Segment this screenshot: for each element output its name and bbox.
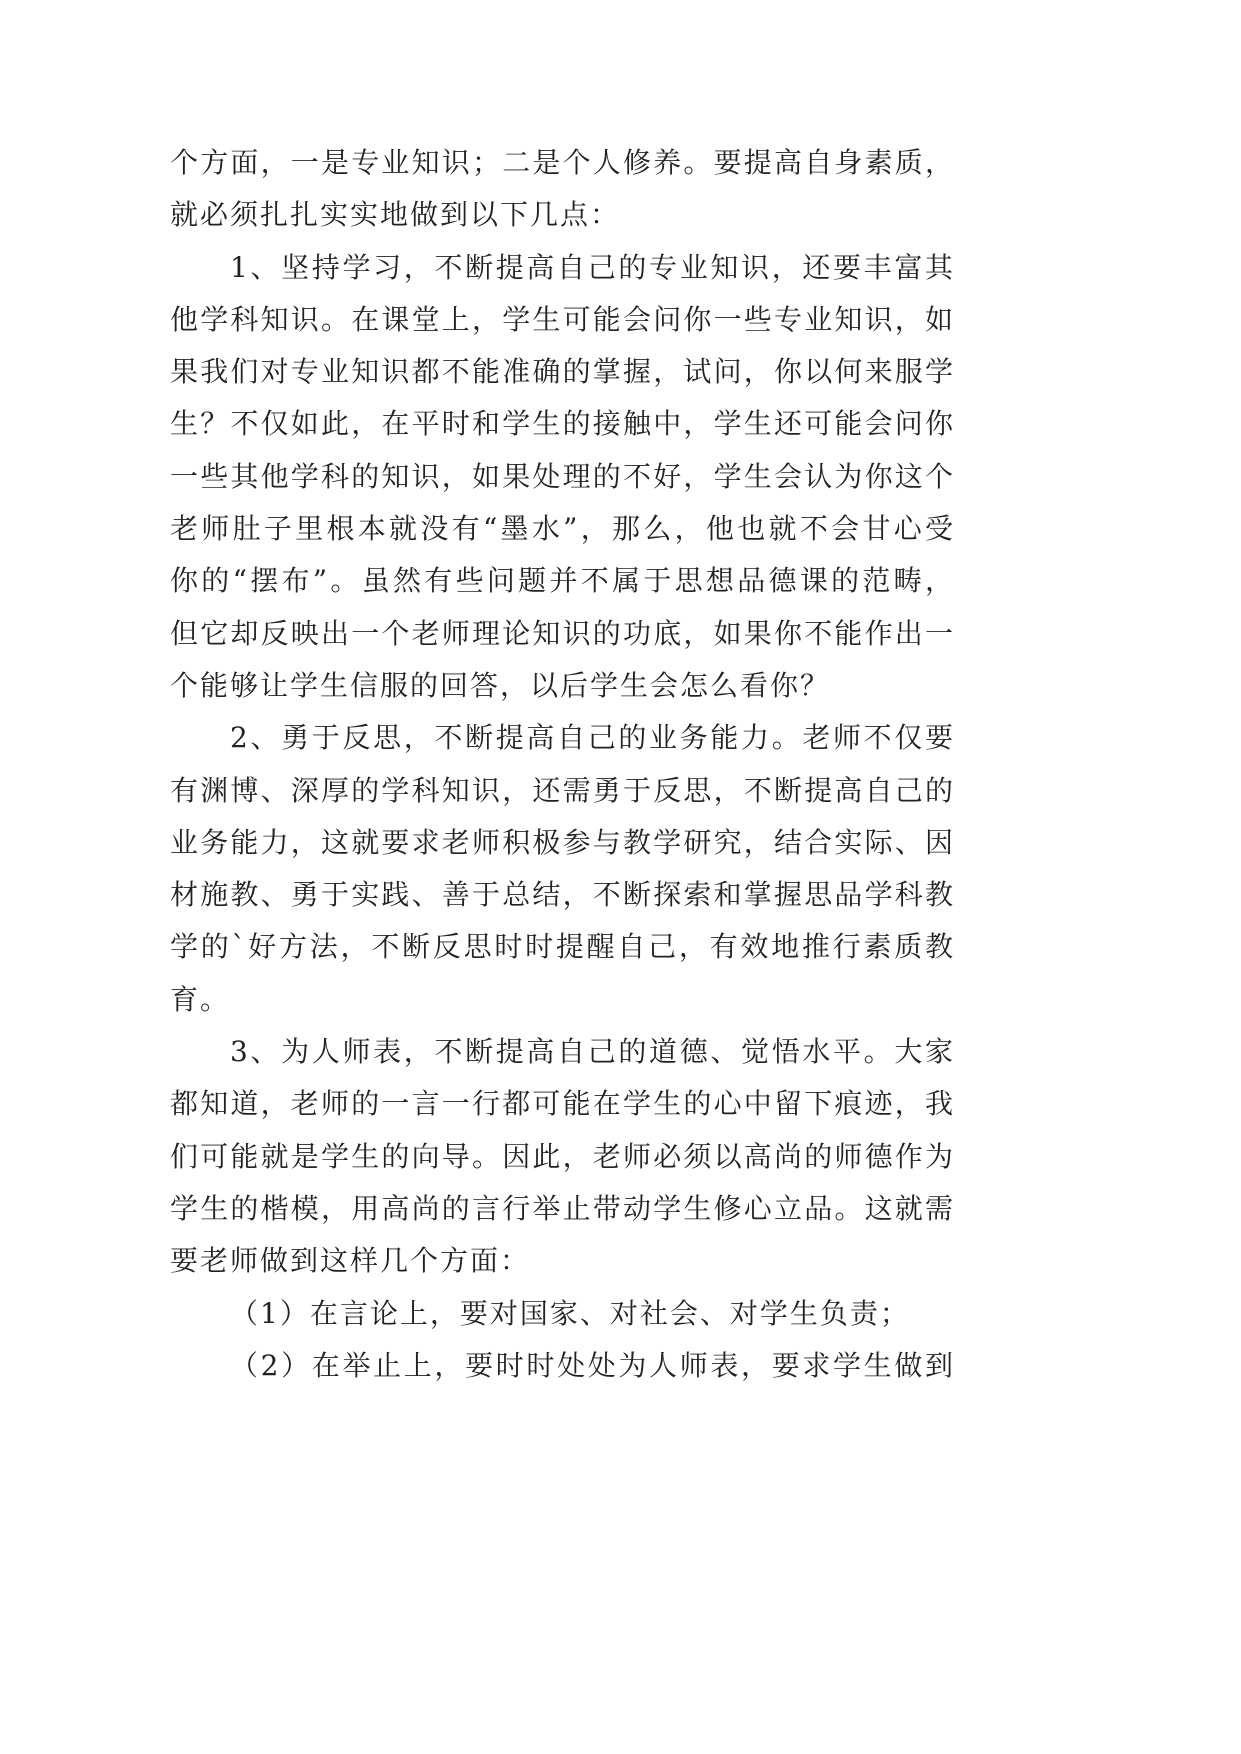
text-line: 3、为人师表，不断提高自己的道德、觉悟水平。大家 [230,1035,955,1069]
paragraph-point-1 [170,242,955,713]
text-line: 学生的楷模，用高尚的言行举止带动学生修心立品。这就需 [170,1191,955,1225]
text-line: 一些其他学科的知识，如果处理的不好，学生会认为你这个 [170,459,955,493]
text-line: 材施教、勇于实践、善于总结，不断探索和掌握思品学科教 [170,878,955,912]
text-line: 业务能力，这就要求老师积极参与教学研究，结合实际、因 [170,825,955,859]
paragraph-point-3 [170,1026,955,1287]
text-line: 学的`好方法，不断反思时时提醒自己，有效地推行素质教 [170,930,955,964]
text-line: （2）在举止上，要时时处处为人师表，要求学生做到 [230,1348,955,1382]
text-line: （1）在言论上，要对国家、对社会、对学生负责； [230,1296,910,1330]
text-line: 生？不仅如此，在平时和学生的接触中，学生还可能会问你 [170,407,955,441]
text-line: 2、勇于反思，不断提高自己的业务能力。老师不仅要 [230,721,955,755]
text-line: 果我们对专业知识都不能准确的掌握，试问，你以何来服学 [170,355,955,389]
paragraph-intro-continued [170,137,955,242]
text-line: 有渊博、深厚的学科知识，还需勇于反思，不断提高自己的 [170,773,955,807]
paragraph-point-2 [170,712,955,1026]
list-item-1 [170,1288,955,1340]
text-line: 个能够让学生信服的回答，以后学生会怎么看你？ [170,668,831,702]
text-line: 他学科知识。在课堂上，学生可能会问你一些专业知识，如 [170,302,955,336]
text-line: 老师肚子里根本就没有“墨水”，那么，他也就不会甘心受 [170,512,955,546]
text-line: 你的“摆布”。虽然有些问题并不属于思想品德课的范畴， [170,564,955,598]
list-item-2 [170,1340,955,1392]
text-line: 都知道，老师的一言一行都可能在学生的心中留下痕迹，我 [170,1087,955,1121]
text-line: 但它却反映出一个老师理论知识的功底，如果你不能作出一 [170,616,955,650]
text-line: 1、坚持学习，不断提高自己的专业知识，还要丰富其 [230,250,955,284]
text-line: 育。 [170,982,231,1016]
text-line: 要老师做到这样几个方面： [170,1244,531,1278]
text-line: 就必须扎扎实实地做到以下几点： [170,198,621,232]
body-text [170,137,955,1392]
text-line: 们可能就是学生的向导。因此，老师必须以高尚的师德作为 [170,1139,955,1173]
text-line: 个方面，一是专业知识；二是个人修养。要提高自身素质， [170,146,955,179]
